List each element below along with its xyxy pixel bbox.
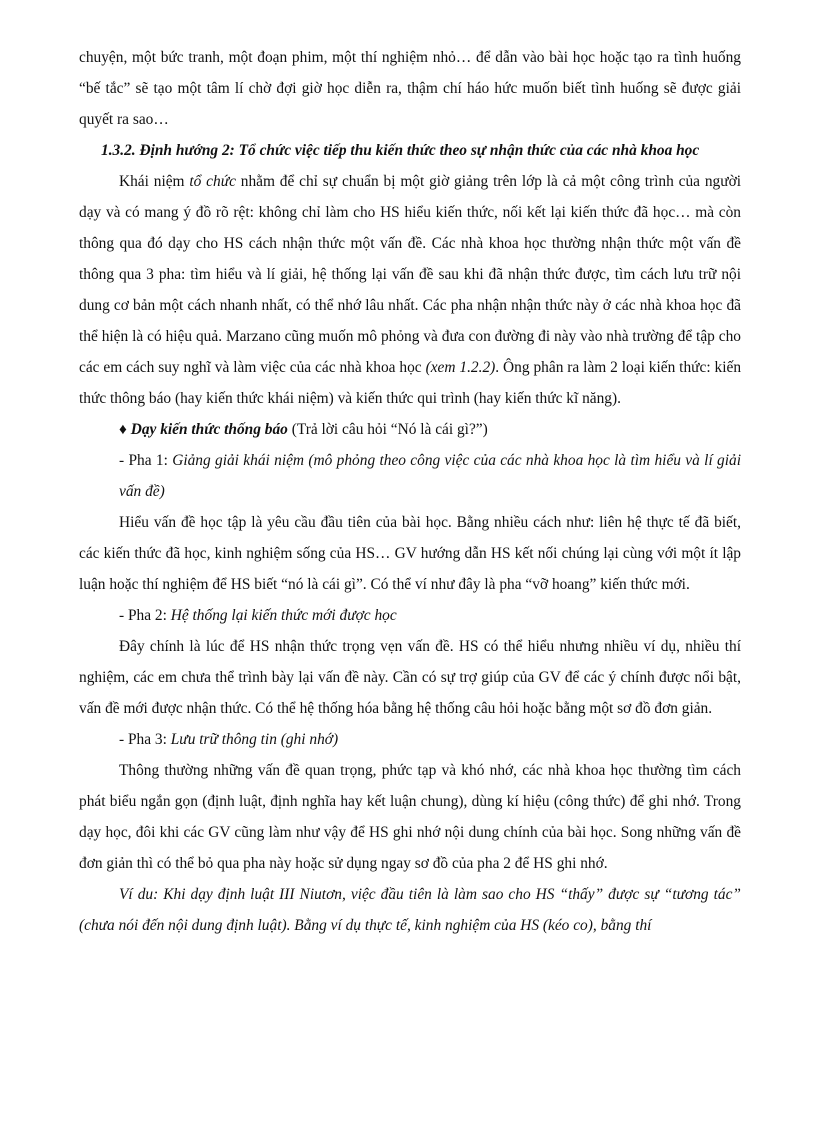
intro-paragraph: chuyện, một bức tranh, một đoạn phim, một thí nghiệm nhỏ… để dẫn vào bài học hoặc tạo ra tình huống “bế tắc” sẽ tạo một tâm lí chờ đợi giờ học diễn ra, thậm chí háo hức muốn biết tình huống sẽ được giải quyết ra sao…	[79, 49, 741, 128]
bullet-note: (Trả lời câu hỏi “Nó là cái gì?”)	[287, 421, 488, 438]
concept-text-start: Khái niệm	[119, 173, 190, 190]
phase-2-label: - Pha 2:	[119, 607, 171, 624]
concept-text-end: . Ông phân ra làm 2 loại kiến thức: kiến thức thông báo (hay kiến thức khái niệm) và kiến thức qui trình (hay kiến thức kĩ năng).	[79, 359, 742, 407]
phase-3-label: - Pha 3:	[119, 731, 171, 748]
phase-2-body: Đây chính là lúc để HS nhận thức trọng vẹn vấn đề. HS có thể hiểu nhưng nhiều ví dụ, nhiều thí nghiệm, các em chưa thể trình bày lại vấn đề này. Cần có sự trợ giúp của GV để các ý chính được nổi bật, vấn đề mới được nhận thức. Có thể hệ thống hóa bằng hệ thống câu hỏi hoặc bằng một sơ đồ đơn giản.	[79, 638, 741, 717]
concept-text-body: nhằm để chỉ sự chuẩn bị một giờ giảng trên lớp là cả một công trình của người dạy và có mang ý đồ rõ rệt: không chỉ làm cho HS hiểu kiến thức, nối kết lại kiến thức đã học… mà còn thông qua đó dạy cho HS cách nhận thức một vấn đề. Các nhà khoa học thường nhận thức một vấn đề thông qua 3 pha: tìm hiểu và lí giải, hệ thống lại vấn đề sau khi đã nhận thức được, tìm cách lưu trữ nội dung cơ bản một cách nhanh nhất, có thể nhớ lâu nhất. Các pha nhận nhận thức này ở các nhà khoa học đã thể hiện là có hiệu quả. Marzano cũng muốn mô phỏng và đưa con đường đi này vào nhà trường để tập cho các em cách suy nghĩ và làm việc của các nhà khoa học	[79, 173, 741, 376]
document-page	[79, 42, 741, 941]
example-paragraph	[79, 879, 741, 941]
cross-reference: (xem 1.2.2)	[425, 359, 496, 376]
concept-paragraph	[79, 166, 741, 414]
phase-3-body: Thông thường những vấn đề quan trọng, phức tạp và khó nhớ, các nhà khoa học thường tìm cách phát biểu ngắn gọn (định luật, định nghĩa hay kết luận chung), dùng kí hiệu (công thức) để ghi nhớ. Trong dạy học, đôi khi các GV cũng làm như vậy để HS ghi nhớ nội dung chính của bài học. Song những vấn đề đơn giản thì có thể bỏ qua pha này hoặc sử dụng ngay sơ đồ của pha 2 để HS ghi nhớ.	[79, 762, 741, 872]
phase-1-heading	[79, 445, 741, 507]
phase-2-heading	[79, 600, 741, 631]
diamond-bullet-icon: ♦	[119, 421, 131, 438]
phase-1-label: - Pha 1:	[119, 452, 173, 469]
phase-1-title: Giảng giải khái niệm (mô phỏng theo công việc của các nhà khoa học là tìm hiểu và lí giải vấn đề)	[119, 452, 741, 500]
phase-3-heading	[79, 724, 741, 755]
phase-2-title: Hệ thống lại kiến thức mới được học	[170, 607, 397, 624]
bullet-title: Dạy kiến thức thống báo	[130, 421, 288, 438]
phase-3-title: Lưu trữ thông tin (ghi nhớ)	[170, 731, 339, 748]
concept-term: tổ chức	[189, 173, 236, 190]
phase-1-body: Hiểu vấn đề học tập là yêu cầu đầu tiên của bài học. Bằng nhiều cách như: liên hệ thực tế đã biết, các kiến thức đã học, kinh nghiệm sống của HS… GV hướng dẫn HS kết nối chúng lại cùng với một ít lập luận hoặc thí nghiệm để HS biết “nó là cái gì”. Có thể ví như đây là pha “vỡ hoang” kiến thức mới.	[79, 514, 741, 593]
example-text: Ví du: Khi dạy định luật III Niutơn, việc đầu tiên là làm sao cho HS “thấy” được sự “tương tác” (chưa nói đến nội dung định luật). Bằng ví dụ thực tế, kinh nghiệm của HS (kéo co), bằng thí	[79, 886, 741, 934]
section-heading: 1.3.2. Định hướng 2: Tổ chức việc tiếp thu kiến thức theo sự nhận thức của các nhà khoa học	[101, 142, 700, 159]
bullet-item	[79, 414, 741, 445]
